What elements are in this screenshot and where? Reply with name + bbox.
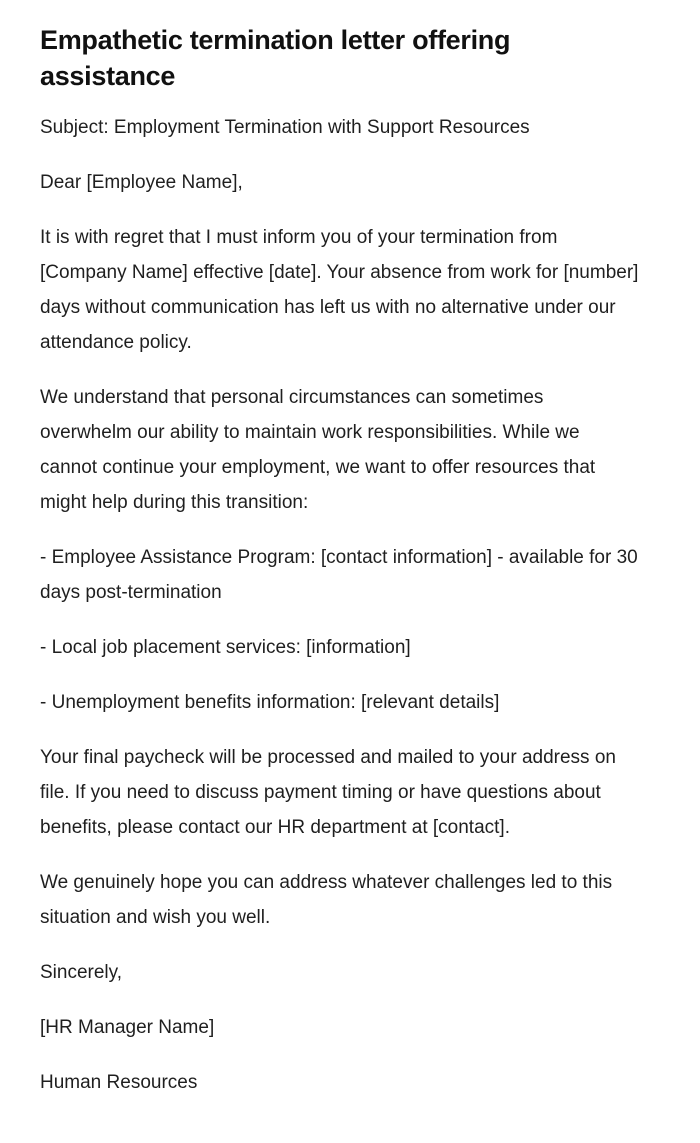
- body-paragraph: We genuinely hope you can address whatever challenges led to this situation and wish you well.: [40, 872, 613, 928]
- letter-title: Empathetic termination letter offering assistance: [40, 25, 511, 91]
- letter-body: [40, 110, 642, 1100]
- body-paragraph: We understand that personal circumstances can sometimes overwhelm our ability to maintain work responsibilities. While we cannot continue your employment, we want to offer resources that might help during this transition:: [40, 387, 596, 513]
- body-paragraph: Your final paycheck will be processed and mailed to your address on file. If you need to discuss payment timing or have questions about benefits, please contact our HR department at [contact].: [40, 747, 616, 838]
- signature-name: [HR Manager Name]: [40, 1017, 215, 1038]
- list-item-unemployment: - Unemployment benefits information: [relevant details]: [40, 692, 500, 713]
- closing: Sincerely,: [40, 962, 123, 983]
- list-item-job-placement: - Local job placement services: [information]: [40, 637, 411, 658]
- signature-department: Human Resources: [40, 1072, 198, 1093]
- list-item-eap: - Employee Assistance Program: [contact information] - available for 30 days post-termination: [40, 547, 638, 603]
- body-paragraph: It is with regret that I must inform you of your termination from [Company Name] effective [date]. Your absence from work for [number] days without communication has left us with no alternative under our attendance policy.: [40, 227, 639, 353]
- subject-line: Subject: Employment Termination with Support Resources: [40, 117, 530, 138]
- salutation: Dear [Employee Name],: [40, 172, 243, 193]
